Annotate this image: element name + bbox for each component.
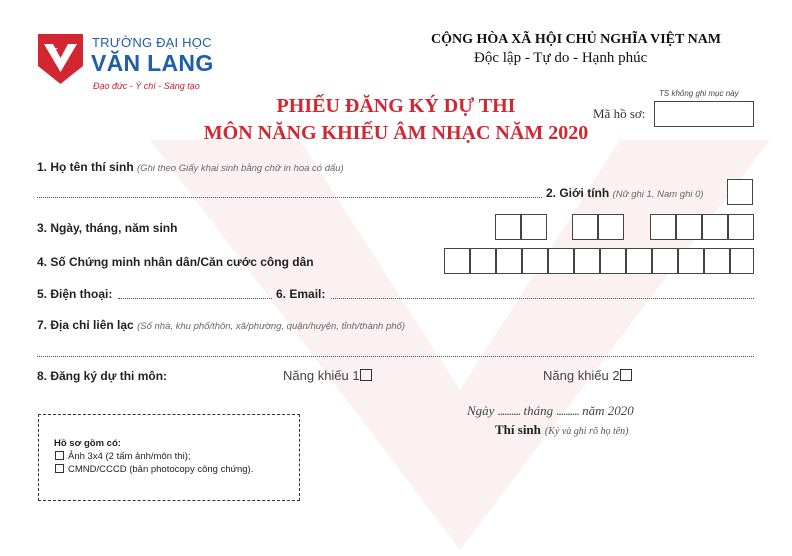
field-gender-hint: (Nữ ghi 1, Nam ghi 0) bbox=[612, 189, 704, 200]
signature-date bbox=[467, 403, 634, 419]
field-gender-label bbox=[546, 186, 704, 200]
field-phone-label: 5. Điện thoại: bbox=[37, 287, 113, 301]
date-year-label: năm 2020 bbox=[582, 403, 634, 418]
field-email-label: 6. Email: bbox=[276, 287, 326, 301]
id-digit-box-5[interactable] bbox=[548, 248, 574, 274]
dob-year-box-4[interactable] bbox=[728, 214, 754, 240]
field-address-hint: (Số nhà, khu phố/thôn, xã/phường, quận/huyện, tỉnh/thành phố) bbox=[137, 321, 405, 332]
date-month-dots: .......... bbox=[556, 403, 579, 418]
address-input-line[interactable] bbox=[37, 356, 754, 357]
field-address-label bbox=[37, 318, 405, 332]
signer-block bbox=[495, 421, 629, 439]
dob-day-box-2[interactable] bbox=[521, 214, 547, 240]
field-id-label: 4. Số Chứng minh nhân dân/Căn cước công dân bbox=[37, 255, 314, 269]
id-digit-box-8[interactable] bbox=[626, 248, 652, 274]
dossier-title: Hồ sơ gồm có: bbox=[54, 438, 121, 449]
gender-box[interactable] bbox=[727, 179, 753, 205]
field-fullname-label-text: 1. Họ tên thí sinh bbox=[37, 160, 134, 174]
subject-option-1-label: Năng khiếu 1 bbox=[283, 368, 360, 383]
dossier-item-2-text: CMND/CCCD (bản photocopy công chứng). bbox=[68, 464, 254, 475]
field-subject-label: 8. Đăng ký dự thi môn: bbox=[37, 369, 168, 383]
logo-slogan: Đạo đức - Ý chí - Sáng tạo bbox=[93, 81, 200, 91]
field-dob-label: 3. Ngày, tháng, năm sinh bbox=[37, 221, 178, 235]
dob-month-box-1[interactable] bbox=[572, 214, 598, 240]
shield-icon bbox=[38, 34, 83, 84]
id-digit-box-3[interactable] bbox=[496, 248, 522, 274]
date-day-label: Ngày bbox=[467, 403, 495, 418]
motto: Độc lập - Tự do - Hạnh phúc bbox=[474, 50, 648, 66]
nation-header: CỘNG HÒA XÃ HỘI CHỦ NGHĨA VIỆT NAM bbox=[431, 32, 722, 47]
date-day-dots: .......... bbox=[497, 403, 521, 418]
dossier-item-2 bbox=[55, 464, 253, 475]
id-digit-box-6[interactable] bbox=[574, 248, 600, 274]
id-digit-box-12[interactable] bbox=[730, 248, 754, 274]
id-digit-box-7[interactable] bbox=[600, 248, 626, 274]
id-digit-box-2[interactable] bbox=[470, 248, 496, 274]
dossier-requirements-box bbox=[38, 414, 300, 501]
signer-label: Thí sinh bbox=[495, 422, 541, 437]
fullname-input-line[interactable] bbox=[37, 197, 542, 198]
dossier-code-box[interactable] bbox=[654, 101, 754, 127]
id-digit-box-9[interactable] bbox=[652, 248, 678, 274]
subject-option-2-checkbox[interactable] bbox=[620, 369, 632, 381]
form-title-line1: PHIẾU ĐĂNG KÝ DỰ THI bbox=[276, 95, 516, 117]
dob-month-box-2[interactable] bbox=[598, 214, 624, 240]
field-fullname-label bbox=[37, 160, 344, 174]
id-digit-box-10[interactable] bbox=[678, 248, 704, 274]
signer-hint: (Ký và ghi rõ họ tên) bbox=[544, 426, 629, 437]
dossier-item-1 bbox=[55, 451, 191, 462]
subject-option-1-checkbox[interactable] bbox=[360, 369, 372, 381]
field-gender-label-text: 2. Giới tính bbox=[546, 186, 610, 200]
dob-year-box-3[interactable] bbox=[702, 214, 728, 240]
form-title-line2: MÔN NĂNG KHIẾU ÂM NHẠC NĂM 2020 bbox=[203, 122, 589, 144]
dob-year-box-2[interactable] bbox=[676, 214, 702, 240]
subject-option-1[interactable] bbox=[283, 368, 372, 383]
field-address-label-text: 7. Địa chỉ liên lạc bbox=[37, 318, 134, 332]
dossier-code-note: TS không ghi mục này bbox=[659, 89, 739, 98]
logo-line1: TRƯỜNG ĐẠI HỌC bbox=[92, 35, 212, 50]
phone-input-line[interactable] bbox=[118, 298, 272, 299]
dob-year-box-1[interactable] bbox=[650, 214, 676, 240]
dossier-item-2-checkbox[interactable] bbox=[55, 464, 64, 473]
dob-day-box-1[interactable] bbox=[495, 214, 521, 240]
field-fullname-hint: (Ghi theo Giấy khai sinh bằng chữ in hoa có dấu) bbox=[137, 163, 344, 174]
logo-line2: VĂN LANG bbox=[91, 50, 214, 76]
email-input-line[interactable] bbox=[331, 298, 754, 299]
id-digit-box-11[interactable] bbox=[704, 248, 730, 274]
id-digit-box-1[interactable] bbox=[444, 248, 470, 274]
subject-option-2-label: Năng khiếu 2 bbox=[543, 368, 620, 383]
id-digit-box-4[interactable] bbox=[522, 248, 548, 274]
subject-option-2[interactable] bbox=[543, 368, 632, 383]
dossier-item-1-text: Ảnh 3x4 (2 tấm ảnh/môn thi); bbox=[68, 451, 191, 462]
date-month-label: tháng bbox=[523, 403, 554, 418]
dossier-item-1-checkbox[interactable] bbox=[55, 451, 64, 460]
dossier-code-label: Mã hồ sơ: bbox=[593, 106, 646, 121]
university-logo bbox=[38, 34, 83, 84]
